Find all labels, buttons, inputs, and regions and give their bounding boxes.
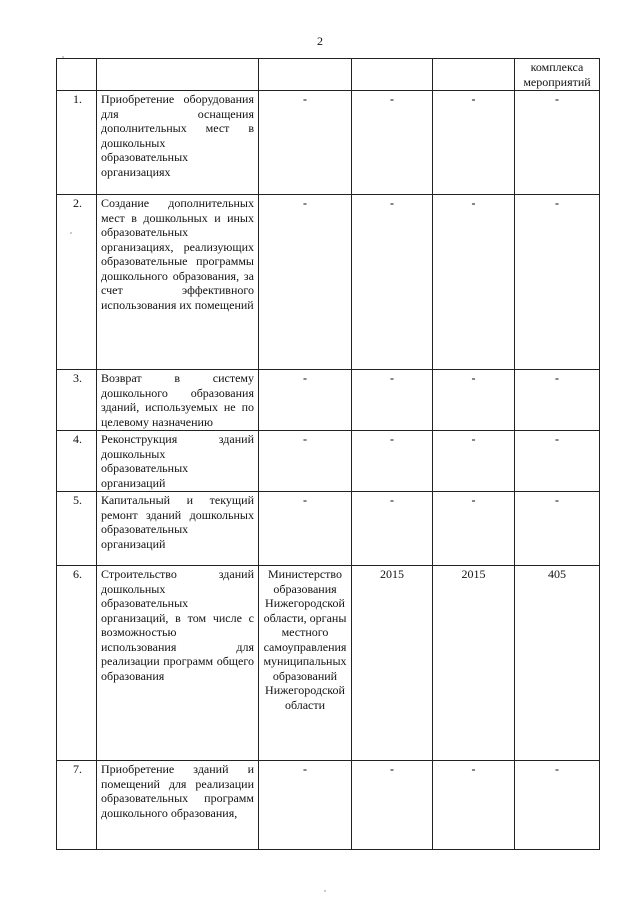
table-row <box>57 492 600 566</box>
row-end-year: - <box>433 370 515 431</box>
row-name: Реконструкция зданий дошкольных образовательных организаций <box>97 431 259 492</box>
row-end-year: - <box>433 431 515 492</box>
row-value: - <box>515 761 600 850</box>
table-header-row <box>57 59 600 91</box>
row-value: - <box>515 91 600 195</box>
scan-speck <box>324 890 326 892</box>
row-name: Создание дополнительных мест в дошкольных и иных образовательных организациях, реализующих образовательные программы дошкольного образования, за счет эффективного использования их помещений <box>97 195 259 370</box>
row-responsible: - <box>259 431 352 492</box>
row-start-year: - <box>352 195 433 370</box>
table-row <box>57 431 600 492</box>
table-row <box>57 761 600 850</box>
row-name: Приобретение зданий и помещений для реализации образовательных программ дошкольного образования, <box>97 761 259 850</box>
header-cell-name <box>97 59 259 91</box>
row-value: - <box>515 195 600 370</box>
header-cell-responsible <box>259 59 352 91</box>
header-cell-start <box>352 59 433 91</box>
row-name: Капитальный и текущий ремонт зданий дошкольных образовательных организаций <box>97 492 259 566</box>
row-end-year: - <box>433 91 515 195</box>
row-number: 4. <box>57 431 97 492</box>
table-row <box>57 370 600 431</box>
row-number: 7. <box>57 761 97 850</box>
row-start-year: - <box>352 370 433 431</box>
header-cell-end <box>433 59 515 91</box>
scan-speck <box>70 232 72 234</box>
row-responsible: - <box>259 492 352 566</box>
row-end-year: 2015 <box>433 566 515 761</box>
page-number: 2 <box>317 34 323 48</box>
header-cell-number <box>57 59 97 91</box>
row-responsible: - <box>259 195 352 370</box>
row-end-year: - <box>433 492 515 566</box>
header-cell-value: комплекса мероприятий <box>515 59 600 91</box>
row-start-year: - <box>352 492 433 566</box>
row-end-year: - <box>433 761 515 850</box>
row-start-year: - <box>352 761 433 850</box>
row-number: 5. <box>57 492 97 566</box>
row-start-year: - <box>352 91 433 195</box>
row-responsible: Министерство образования Нижегородской области, органы местного самоуправления муниципальных образований Нижегородской области <box>259 566 352 761</box>
table-row <box>57 195 600 370</box>
row-name: Строительство зданий дошкольных образовательных организаций, в том числе с возможностью использования для реализации программ общего образования <box>97 566 259 761</box>
row-value: - <box>515 492 600 566</box>
row-responsible: - <box>259 370 352 431</box>
measures-table <box>56 58 600 850</box>
row-number: 6. <box>57 566 97 761</box>
row-value: - <box>515 431 600 492</box>
row-number: 3. <box>57 370 97 431</box>
row-name: Возврат в систему дошкольного образования зданий, используемых не по целевому назначению <box>97 370 259 431</box>
row-name: Приобретение оборудования для оснащения дополнительных мест в дошкольных образовательных организациях <box>97 91 259 195</box>
row-responsible: - <box>259 761 352 850</box>
row-start-year: 2015 <box>352 566 433 761</box>
table-row <box>57 566 600 761</box>
row-end-year: - <box>433 195 515 370</box>
row-start-year: - <box>352 431 433 492</box>
row-number: 1. <box>57 91 97 195</box>
scan-speck <box>62 56 64 58</box>
row-number: 2. <box>57 195 97 370</box>
table-row <box>57 91 600 195</box>
row-responsible: - <box>259 91 352 195</box>
row-value: - <box>515 370 600 431</box>
row-value: 405 <box>515 566 600 761</box>
